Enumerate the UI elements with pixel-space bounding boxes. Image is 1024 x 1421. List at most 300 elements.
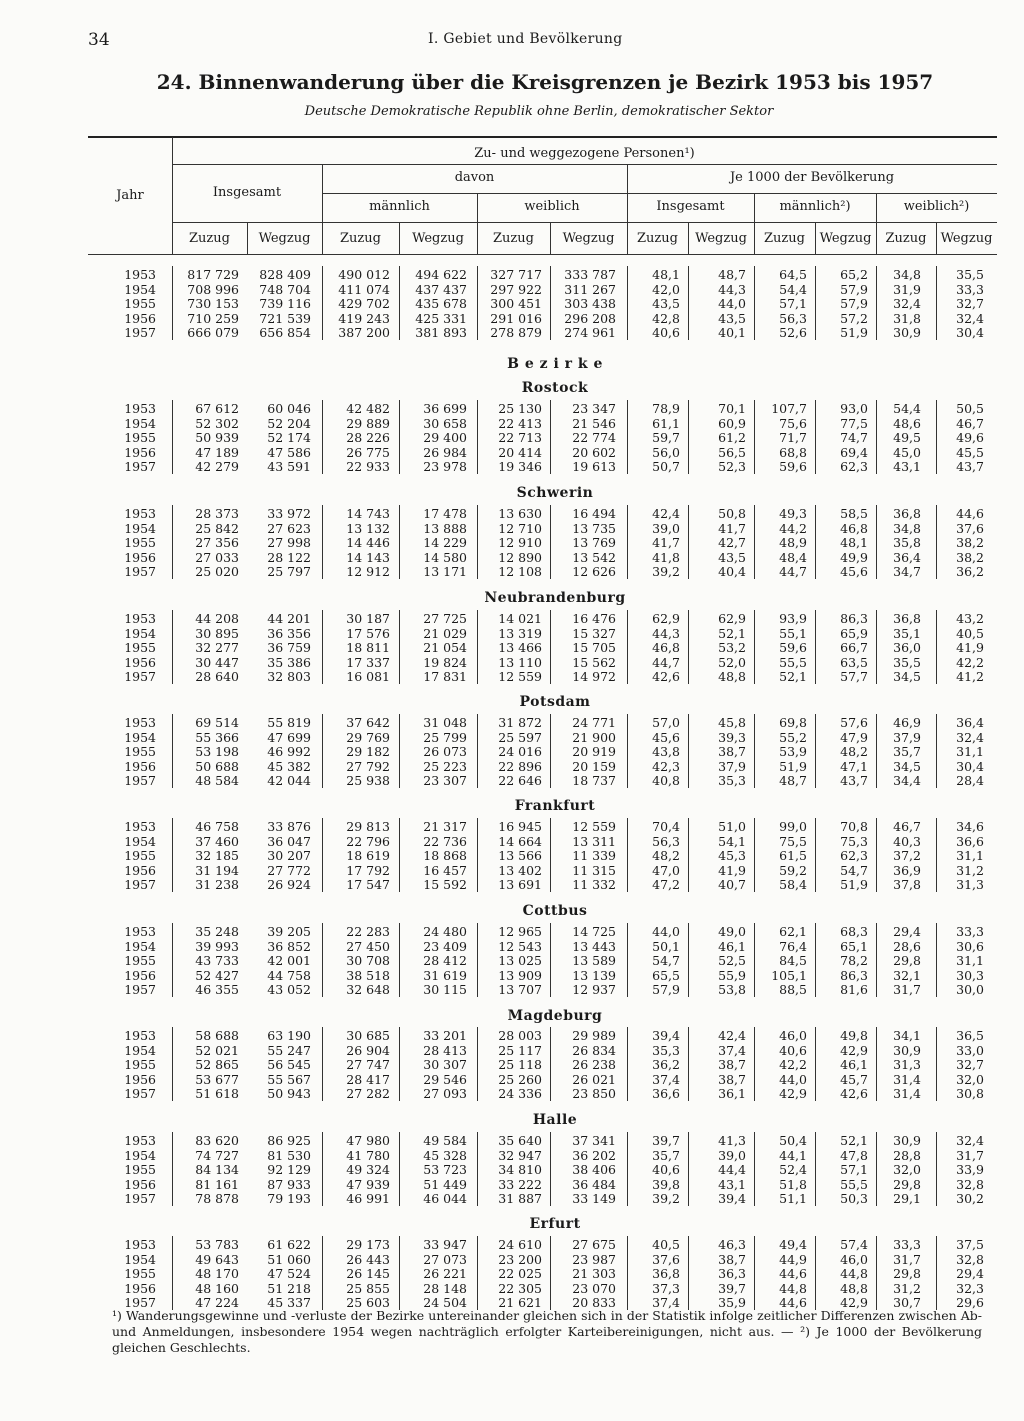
table-cell: 44,9	[779, 1251, 807, 1267]
table-cell: 57,9	[840, 281, 868, 297]
value-column	[320, 612, 390, 685]
table-cell: 36,4	[956, 715, 984, 730]
table-cell: 45,8	[718, 715, 746, 730]
year-cell: 1957	[124, 564, 156, 579]
table-cell: 84 134	[195, 1162, 239, 1177]
table-cell: 50,4	[779, 1133, 807, 1148]
table-cell: 27 725	[423, 611, 467, 626]
table-cell: 12 937	[572, 982, 616, 997]
year-cell: 1953	[124, 1133, 156, 1148]
table-cell: 43 052	[267, 982, 311, 997]
table-cell: 24 504	[423, 1295, 467, 1310]
value-column	[169, 268, 239, 341]
table-cell: 70,4	[652, 819, 680, 834]
table-cell: 30 685	[346, 1028, 390, 1043]
table-cell: 32,7	[956, 1057, 984, 1072]
table-cell: 60 046	[267, 401, 311, 416]
table-cell: 33 222	[498, 1176, 542, 1192]
table-cell: 35,3	[652, 1042, 680, 1058]
value-column	[546, 268, 616, 341]
table-cell: 12 559	[498, 669, 542, 684]
table-cell: 42,4	[718, 1028, 746, 1043]
table-cell: 44,3	[652, 625, 680, 641]
table-cell: 34,8	[893, 267, 921, 282]
table-cell: 107,7	[771, 401, 807, 416]
value-column	[397, 1238, 467, 1311]
table-cell: 16 081	[346, 669, 390, 684]
year-cell: 1953	[124, 401, 156, 416]
year-cell: 1955	[124, 1162, 156, 1177]
header-bottom-rule	[88, 254, 997, 255]
table-cell: 31 238	[195, 877, 239, 892]
table-cell: 49,8	[840, 1028, 868, 1043]
header-wegzug: Wegzug	[819, 231, 872, 246]
value-column	[851, 1238, 921, 1311]
table-cell: 22 933	[346, 459, 390, 474]
table-cell: 40,8	[652, 773, 680, 788]
table-cell: 30,8	[956, 1086, 984, 1101]
table-cell: 14 664	[498, 833, 542, 849]
table-cell: 44,8	[840, 1266, 868, 1281]
value-column	[397, 612, 467, 685]
value-column	[546, 507, 616, 580]
header-maennlich-rate: männlich²)	[779, 199, 851, 214]
table-cell: 48,6	[893, 415, 921, 431]
table-cell: 40,1	[718, 325, 746, 340]
table-cell: 27 675	[572, 1237, 616, 1252]
header-zuzug: Zuzug	[764, 231, 805, 246]
table-cell: 25 118	[498, 1057, 542, 1072]
table-cell: 29 546	[423, 1071, 467, 1087]
value-column	[610, 1029, 680, 1102]
table-cell: 46,7	[893, 819, 921, 834]
table-cell: 52 302	[195, 415, 239, 431]
table-cell: 48,7	[779, 773, 807, 788]
table-cell: 303 438	[564, 296, 616, 311]
table-cell: 57,2	[840, 310, 868, 326]
value-column	[472, 925, 542, 998]
table-cell: 425 331	[415, 310, 467, 326]
table-cell: 36,3	[718, 1266, 746, 1281]
table-cell: 13 735	[572, 520, 616, 536]
table-cell: 43,7	[840, 773, 868, 788]
table-cell: 46,8	[652, 640, 680, 655]
table-cell: 48 170	[195, 1266, 239, 1281]
table-cell: 29,8	[893, 953, 921, 968]
table-cell: 828 409	[259, 267, 311, 282]
table-cell: 19 613	[572, 459, 616, 474]
value-column	[472, 1134, 542, 1207]
table-cell: 429 702	[338, 296, 390, 311]
table-cell: 54,4	[779, 281, 807, 297]
table-cell: 44,2	[779, 520, 807, 536]
table-cell: 31,4	[893, 1086, 921, 1101]
table-cell: 40,5	[956, 625, 984, 641]
table-cell: 13 025	[498, 953, 542, 968]
table-subtitle: Deutsche Demokratische Republik ohne Berlin, demokratischer Sektor	[304, 104, 774, 119]
year-cell: 1957	[124, 773, 156, 788]
table-cell: 53 783	[195, 1237, 239, 1252]
table-cell: 52 204	[267, 415, 311, 431]
table-cell: 40,5	[652, 1237, 680, 1252]
year-cell: 1953	[124, 819, 156, 834]
year-cell: 1957	[124, 669, 156, 684]
table-cell: 74 727	[195, 1147, 239, 1163]
table-cell: 51,0	[718, 819, 746, 834]
table-cell: 24 610	[498, 1237, 542, 1252]
table-cell: 28 148	[423, 1280, 467, 1296]
table-cell: 39,0	[652, 520, 680, 536]
table-cell: 46 355	[195, 982, 239, 997]
table-cell: 50 688	[195, 758, 239, 774]
table-cell: 74,7	[840, 430, 868, 445]
value-column	[851, 612, 921, 685]
year-cell: 1957	[124, 1295, 156, 1310]
year-cell: 1956	[124, 758, 156, 774]
header-insgesamt: Insgesamt	[212, 185, 282, 200]
value-column	[320, 402, 390, 475]
value-column	[397, 402, 467, 475]
table-cell: 38 518	[346, 967, 390, 983]
table-cell: 36 699	[423, 401, 467, 416]
table-cell: 37,6	[956, 520, 984, 536]
table-cell: 49 584	[423, 1133, 467, 1148]
table-cell: 46,7	[956, 415, 984, 431]
table-cell: 55 247	[267, 1042, 311, 1058]
year-cell: 1957	[124, 325, 156, 340]
table-cell: 56,3	[652, 833, 680, 849]
table-cell: 22 774	[572, 430, 616, 445]
value-column	[737, 1134, 807, 1207]
table-cell: 22 646	[498, 773, 542, 788]
year-cell: 1953	[124, 267, 156, 282]
table-cell: 13 909	[498, 967, 542, 983]
table-cell: 49 324	[346, 1162, 390, 1177]
table-cell: 43,1	[718, 1176, 746, 1192]
table-cell: 28,8	[893, 1147, 921, 1163]
header-zuzug: Zuzug	[189, 231, 230, 246]
table-cell: 52,1	[718, 625, 746, 641]
value-column	[241, 1029, 311, 1102]
table-cell: 437 437	[415, 281, 467, 297]
year-column	[88, 268, 156, 341]
table-cell: 65,2	[840, 267, 868, 282]
table-cell: 21 054	[423, 640, 467, 655]
table-cell: 12 890	[498, 549, 542, 565]
table-cell: 25 597	[498, 729, 542, 745]
table-cell: 37,5	[956, 1237, 984, 1252]
table-cell: 29,1	[893, 1191, 921, 1206]
value-column	[610, 268, 680, 341]
value-column	[676, 402, 746, 475]
table-cell: 47,1	[840, 758, 868, 774]
value-column	[737, 716, 807, 789]
table-cell: 21 317	[423, 819, 467, 834]
table-cell: 30 115	[423, 982, 467, 997]
value-column	[169, 1134, 239, 1207]
table-cell: 57,0	[652, 715, 680, 730]
table-cell: 35,8	[893, 535, 921, 550]
table-cell: 12 626	[572, 564, 616, 579]
table-top-rule	[88, 136, 997, 138]
value-column	[472, 820, 542, 893]
table-cell: 23 070	[572, 1280, 616, 1296]
value-column	[472, 716, 542, 789]
table-cell: 51 618	[195, 1086, 239, 1101]
table-cell: 17 831	[423, 669, 467, 684]
table-cell: 11 315	[572, 862, 616, 878]
table-cell: 87 933	[267, 1176, 311, 1192]
table-cell: 721 539	[259, 310, 311, 326]
table-cell: 34,1	[893, 1028, 921, 1043]
table-cell: 666 079	[187, 325, 239, 340]
table-cell: 20 919	[572, 744, 616, 759]
table-cell: 61,1	[652, 415, 680, 431]
table-cell: 12 108	[498, 564, 542, 579]
table-cell: 38 406	[572, 1162, 616, 1177]
year-column	[88, 402, 156, 475]
table-cell: 33 876	[267, 819, 311, 834]
table-cell: 69,8	[779, 715, 807, 730]
table-cell: 46,8	[840, 520, 868, 536]
year-cell: 1955	[124, 640, 156, 655]
value-column	[169, 402, 239, 475]
value-column	[676, 1029, 746, 1102]
table-cell: 35,5	[956, 267, 984, 282]
table-cell: 31,1	[956, 953, 984, 968]
table-cell: 27 073	[423, 1251, 467, 1267]
header-rule-3	[172, 222, 997, 223]
table-cell: 45,5	[956, 444, 984, 460]
table-cell: 30,7	[893, 1295, 921, 1310]
table-cell: 61,5	[779, 848, 807, 863]
table-cell: 65,5	[652, 967, 680, 983]
table-cell: 51 218	[267, 1280, 311, 1296]
table-cell: 46,1	[718, 938, 746, 954]
table-cell: 37,8	[893, 877, 921, 892]
value-column	[851, 820, 921, 893]
table-cell: 53,8	[718, 982, 746, 997]
value-column	[241, 402, 311, 475]
table-cell: 16 476	[572, 611, 616, 626]
table-cell: 56,5	[718, 444, 746, 460]
year-cell: 1956	[124, 862, 156, 878]
bezirk-title: Neubrandenburg	[484, 590, 626, 606]
year-cell: 1954	[124, 938, 156, 954]
table-cell: 18 811	[346, 640, 390, 655]
value-column	[320, 1238, 390, 1311]
table-cell: 51 449	[423, 1176, 467, 1192]
table-cell: 33,0	[956, 1042, 984, 1058]
table-cell: 27 033	[195, 549, 239, 565]
table-cell: 40,3	[893, 833, 921, 849]
table-cell: 25 855	[346, 1280, 390, 1296]
table-cell: 23 409	[423, 938, 467, 954]
value-column	[169, 820, 239, 893]
table-cell: 51,1	[779, 1191, 807, 1206]
table-cell: 494 622	[415, 267, 467, 282]
table-cell: 656 854	[259, 325, 311, 340]
table-cell: 13 466	[498, 640, 542, 655]
table-cell: 278 879	[490, 325, 542, 340]
table-cell: 50,3	[840, 1191, 868, 1206]
table-cell: 44,7	[779, 564, 807, 579]
table-cell: 59,6	[779, 640, 807, 655]
table-cell: 35 248	[195, 924, 239, 939]
table-cell: 36,8	[893, 611, 921, 626]
value-column	[546, 716, 616, 789]
table-cell: 32 648	[346, 982, 390, 997]
table-cell: 62,9	[718, 611, 746, 626]
table-cell: 22 305	[498, 1280, 542, 1296]
table-cell: 56,3	[779, 310, 807, 326]
table-cell: 36,8	[652, 1266, 680, 1281]
table-cell: 47 189	[195, 444, 239, 460]
table-cell: 35 386	[267, 654, 311, 670]
table-cell: 62,1	[779, 924, 807, 939]
table-cell: 41,9	[956, 640, 984, 655]
table-cell: 43 733	[195, 953, 239, 968]
table-cell: 43,5	[718, 310, 746, 326]
value-column	[397, 1029, 467, 1102]
table-cell: 25 603	[346, 1295, 390, 1310]
table-cell: 58 688	[195, 1028, 239, 1043]
value-column	[851, 925, 921, 998]
table-cell: 51,9	[840, 325, 868, 340]
table-cell: 46,1	[840, 1057, 868, 1072]
table-cell: 26 238	[572, 1057, 616, 1072]
table-cell: 21 621	[498, 1295, 542, 1310]
table-cell: 31,1	[956, 744, 984, 759]
value-column	[472, 402, 542, 475]
table-cell: 86,3	[840, 611, 868, 626]
table-cell: 14 743	[346, 506, 390, 521]
table-cell: 44 208	[195, 611, 239, 626]
table-cell: 30 447	[195, 654, 239, 670]
table-cell: 43,5	[652, 296, 680, 311]
table-cell: 13 542	[572, 549, 616, 565]
table-cell: 70,8	[840, 819, 868, 834]
table-cell: 36,0	[893, 640, 921, 655]
table-cell: 296 208	[564, 310, 616, 326]
table-cell: 28 003	[498, 1028, 542, 1043]
table-cell: 42,2	[779, 1057, 807, 1072]
table-cell: 36,6	[652, 1086, 680, 1101]
year-cell: 1956	[124, 1176, 156, 1192]
year-cell: 1955	[124, 1057, 156, 1072]
table-cell: 34,5	[893, 758, 921, 774]
table-cell: 78 878	[195, 1191, 239, 1206]
value-column	[676, 1134, 746, 1207]
table-cell: 81,6	[840, 982, 868, 997]
table-cell: 14 446	[346, 535, 390, 550]
year-cell: 1956	[124, 444, 156, 460]
table-cell: 43,8	[652, 744, 680, 759]
table-cell: 12 559	[572, 819, 616, 834]
year-cell: 1955	[124, 296, 156, 311]
table-cell: 24 480	[423, 924, 467, 939]
table-cell: 43 591	[267, 459, 311, 474]
table-cell: 57,9	[652, 982, 680, 997]
year-cell: 1955	[124, 953, 156, 968]
year-cell: 1956	[124, 1280, 156, 1296]
table-cell: 13 691	[498, 877, 542, 892]
year-cell: 1956	[124, 310, 156, 326]
table-cell: 32 947	[498, 1147, 542, 1163]
header-wegzug: Wegzug	[562, 231, 615, 246]
table-cell: 55,5	[779, 654, 807, 670]
year-cell: 1954	[124, 625, 156, 641]
table-cell: 30 207	[267, 848, 311, 863]
value-column	[397, 820, 467, 893]
table-cell: 57,4	[840, 1237, 868, 1252]
header-wegzug: Wegzug	[940, 231, 993, 246]
table-cell: 13 171	[423, 564, 467, 579]
year-column	[88, 716, 156, 789]
table-cell: 42,6	[652, 669, 680, 684]
table-cell: 53,2	[718, 640, 746, 655]
table-cell: 23 987	[572, 1251, 616, 1267]
table-cell: 25 797	[267, 564, 311, 579]
bezirke-heading: B e z i r k e	[507, 356, 603, 372]
table-cell: 26 021	[572, 1071, 616, 1087]
value-column	[610, 925, 680, 998]
table-cell: 27 998	[267, 535, 311, 550]
table-cell: 30 895	[195, 625, 239, 641]
table-cell: 17 337	[346, 654, 390, 670]
table-cell: 31,1	[956, 848, 984, 863]
table-cell: 41,7	[718, 520, 746, 536]
table-cell: 51,9	[840, 877, 868, 892]
value-column	[472, 1238, 542, 1311]
table-cell: 30,3	[956, 967, 984, 983]
table-cell: 12 710	[498, 520, 542, 536]
year-column	[88, 1238, 156, 1311]
table-cell: 27 747	[346, 1057, 390, 1072]
table-cell: 51 060	[267, 1251, 311, 1267]
table-cell: 69 514	[195, 715, 239, 730]
table-cell: 53,9	[779, 744, 807, 759]
table-cell: 52,5	[718, 953, 746, 968]
table-cell: 62,9	[652, 611, 680, 626]
table-cell: 24 016	[498, 744, 542, 759]
table-cell: 35,7	[652, 1147, 680, 1163]
year-cell: 1954	[124, 281, 156, 297]
table-cell: 47 586	[267, 444, 311, 460]
table-cell: 21 546	[572, 415, 616, 431]
table-cell: 13 139	[572, 967, 616, 983]
table-cell: 29 889	[346, 415, 390, 431]
table-cell: 48,2	[652, 848, 680, 863]
table-cell: 45,7	[840, 1071, 868, 1087]
table-cell: 47 980	[346, 1133, 390, 1148]
table-cell: 36,4	[893, 549, 921, 565]
value-column	[397, 716, 467, 789]
table-cell: 50,5	[956, 401, 984, 416]
table-cell: 37,6	[652, 1251, 680, 1267]
value-column	[737, 612, 807, 685]
table-cell: 44,3	[718, 281, 746, 297]
table-cell: 32,1	[893, 967, 921, 983]
table-cell: 34,8	[893, 520, 921, 536]
table-cell: 32,0	[956, 1071, 984, 1087]
table-cell: 35,1	[893, 625, 921, 641]
table-cell: 42,9	[779, 1086, 807, 1101]
table-cell: 37,4	[718, 1042, 746, 1058]
header-zuzug: Zuzug	[885, 231, 927, 246]
table-cell: 30,4	[956, 325, 984, 340]
value-column	[397, 268, 467, 341]
